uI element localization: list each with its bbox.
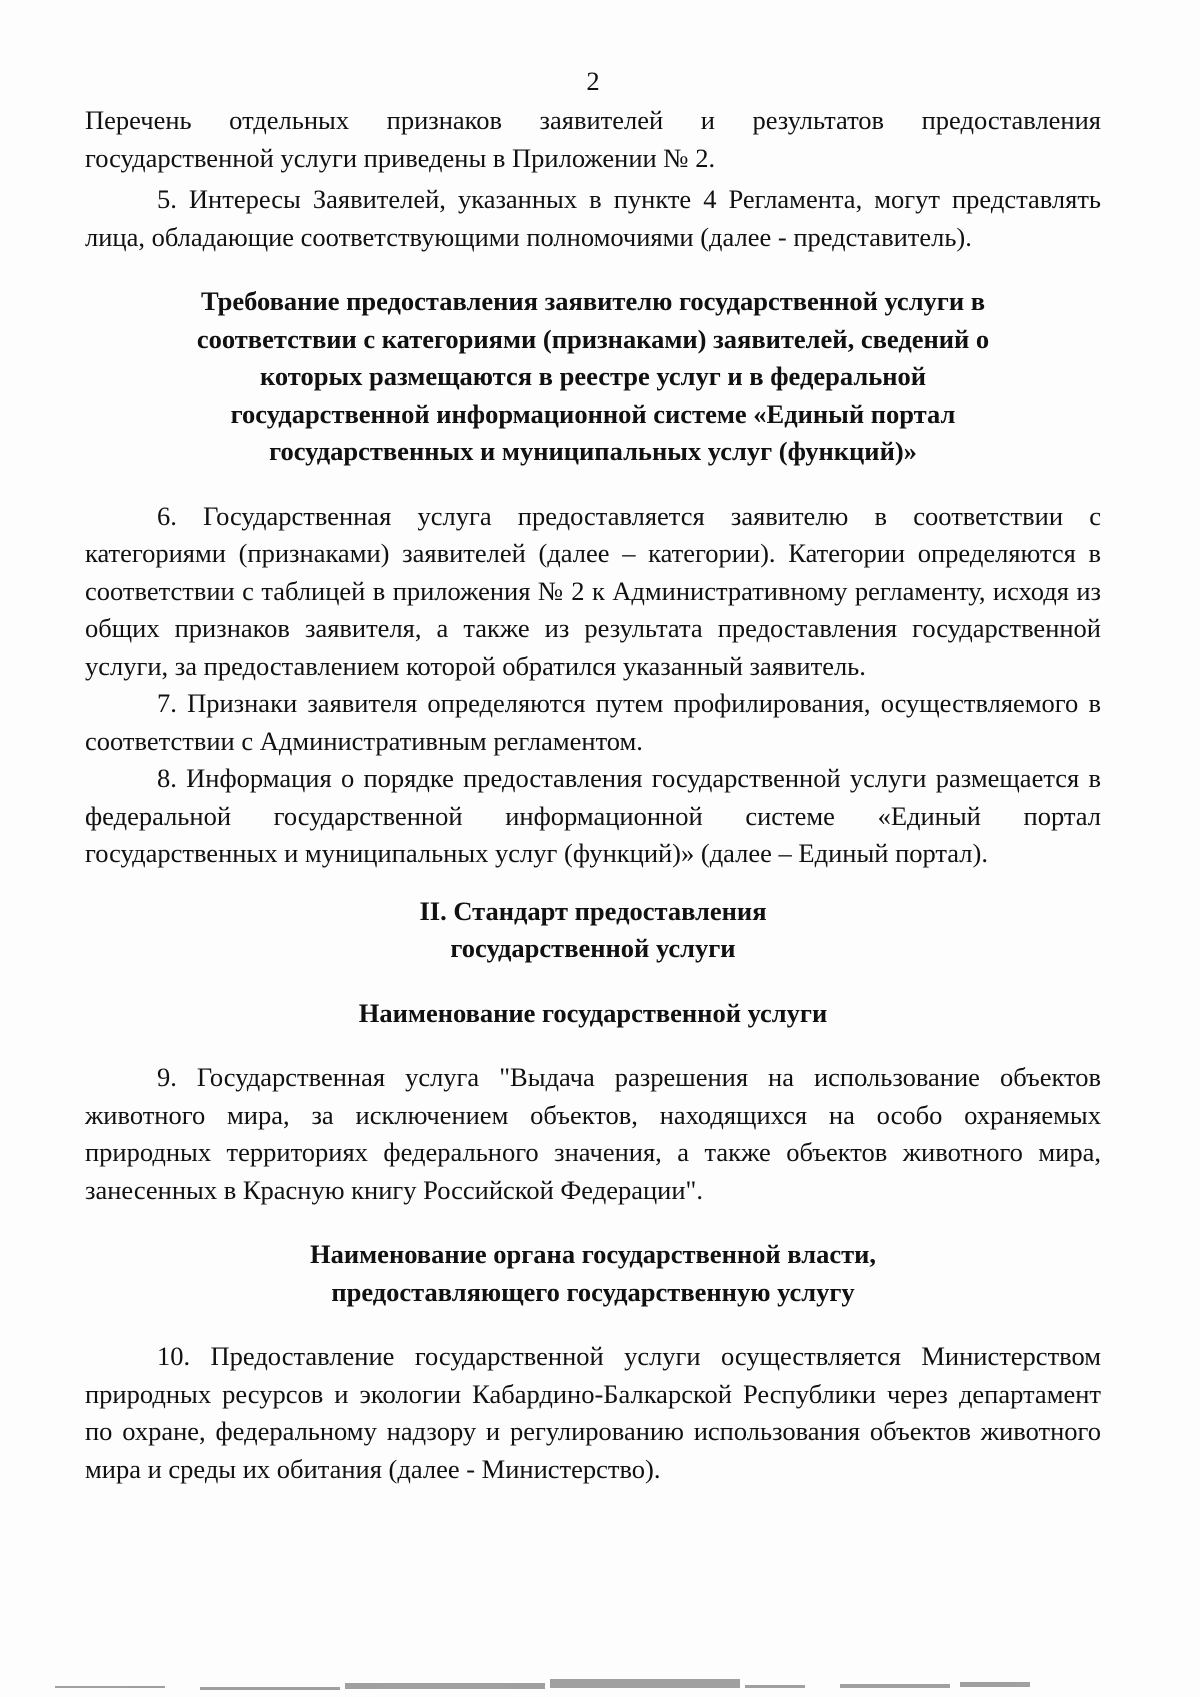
paragraph-9: 9. Государственная услуга "Выдача разрешения на использование объектов животного мира, за исключением объектов, находящихся на особо охраняемых природных территориях федерального значения, а также объектов животного мира, занесенных в Красную книгу Российской Федерации". bbox=[85, 1062, 1101, 1205]
paragraph-6: 6. Государственная услуга предоставляется заявителю в соответствии с категориями (признаками) заявителей (далее – категории). Категории определяются в соответствии с таблицей в приложения № 2 к Административному регламенту, исходя из общих признаков заявителя, а также из результата предоставления государственной услуги, за предоставлением которой обратился указанный заявитель. bbox=[85, 500, 1101, 681]
heading-authority-line-2: предоставляющего государственную услугу bbox=[331, 1276, 855, 1307]
heading-authority-line-1: Наименование органа государственной власти, bbox=[310, 1239, 876, 1269]
scan-edge-noise bbox=[0, 1667, 1200, 1697]
paragraph-7: 7. Признаки заявителя определяются путем профилирования, осуществляемого в соответствии с Административным регламентом. bbox=[85, 688, 1101, 756]
heading-section-2-line-1: II. Стандарт предоставления bbox=[419, 895, 767, 926]
document-content bbox=[85, 60, 1101, 1488]
heading-section-2-line-2: государственной услуги bbox=[450, 933, 736, 963]
paragraph-10: 10. Предоставление государственной услуги осуществляется Министерством природных ресурсов и экологии Кабардино-Балкарской Республики через департамент по охране, федеральному надзору и регулированию использования объектов животного мира и среды их обитания (далее - Министерство). bbox=[85, 1341, 1101, 1484]
paragraph-applicant-list: Перечень отдельных признаков заявителей и результатов предоставления государственной услуги приведены в Приложении № 2. bbox=[85, 105, 1101, 173]
heading-service-name: Наименование государственной услуги bbox=[358, 997, 828, 1028]
paragraph-8: 8. Информация о порядке предоставления государственной услуги размещается в федеральной государственной информационной системе «Единый портал государственных и муниципальных услуг (функций)» (далее – Единый портал). bbox=[85, 763, 1101, 868]
paragraph-5: 5. Интересы Заявителей, указанных в пункте 4 Регламента, могут представлять лица, обладающие соответствующими полномочиями (далее - представитель). bbox=[85, 184, 1101, 252]
heading-requirement: Требование предоставления заявителю государственной услуги в соответствии с категориями (признаками) заявителей, сведений о которых размещаются в реестре услуг и в федеральной государственной информационной системе «Единый портал государственных и муниципальных услуг (функций)» bbox=[196, 286, 990, 466]
page-number: 2 bbox=[586, 66, 600, 96]
